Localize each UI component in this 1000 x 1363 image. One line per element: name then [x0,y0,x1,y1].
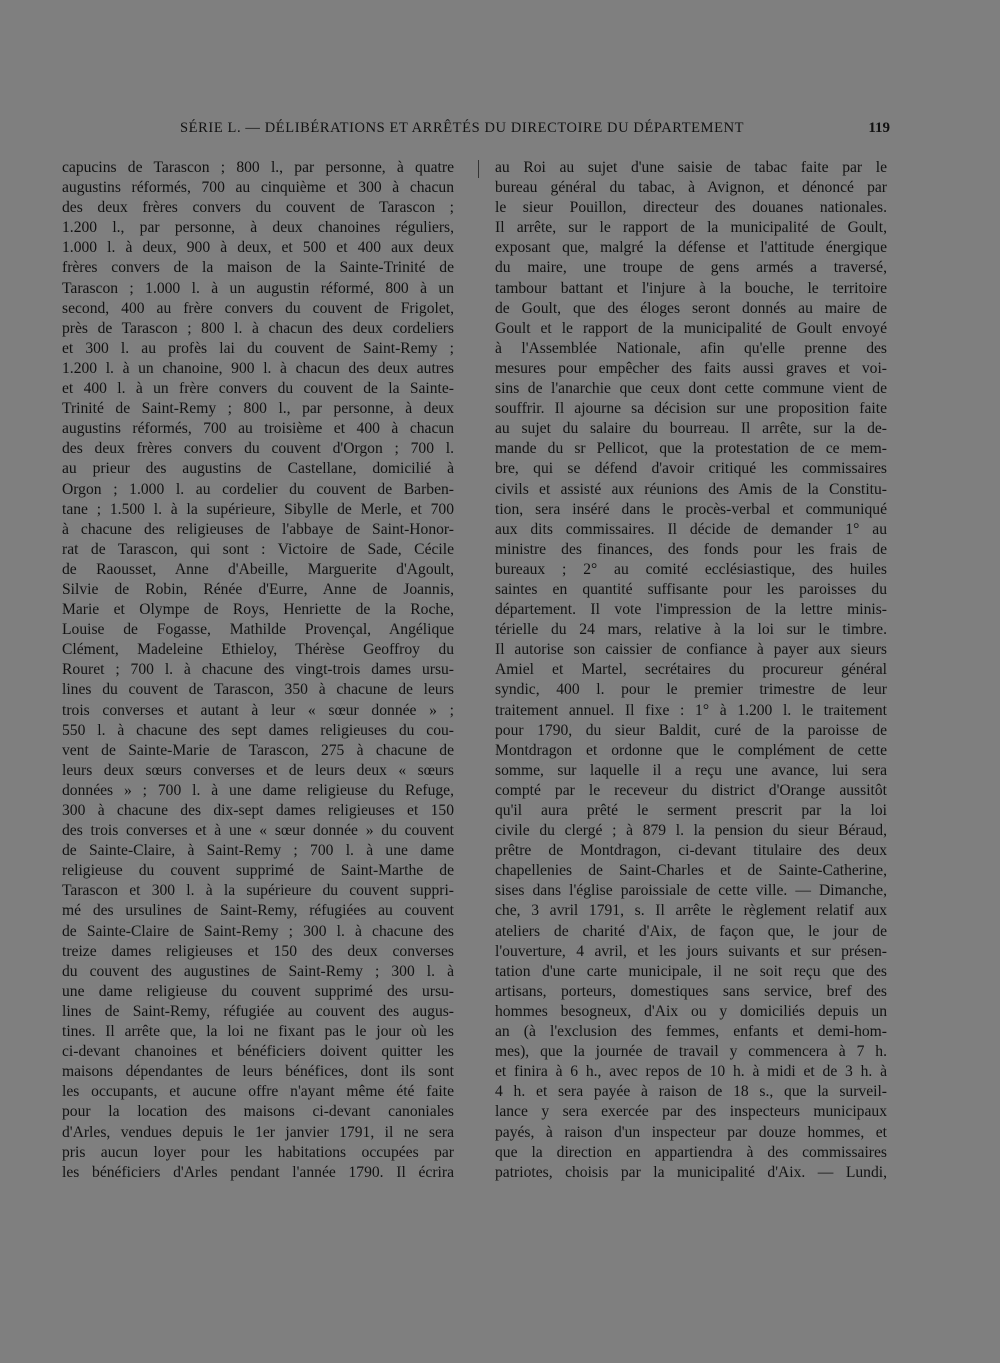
right-column-line: hommes besogneux, d'Aix ou y domiciliés depuis un [495,1002,887,1020]
left-column-line: 1.200 l., par personne, à deux chanoines réguliers, [62,219,454,237]
left-column-line: et 400 l. à un frère convers du couvent de la Sainte- [62,380,454,398]
right-column-line: bureau général du tabac, à Avignon, et dénoncé par [495,179,887,197]
right-column-line: saintes en quantité suffisante pour les paroisses du [495,580,887,598]
left-column-line: de Sainte-Claire, à Saint-Remy ; 700 l. à une dame [62,842,454,860]
left-column-line: Trinité de Saint-Remy ; 800 l., par personne, à deux [62,400,454,418]
right-column-line: exposant que, malgré la défense et l'attitude énergique [495,239,887,257]
right-column-line: à l'Assemblée Nationale, afin qu'elle prenne des [495,339,887,357]
left-column-line: des deux frères convers du couvent de Tarascon ; [62,199,454,217]
right-column-line: au sujet du salaire du bourreau. Il arrête, sur la de- [495,420,887,438]
right-column-line: mes), que la journée de travail y commencera à 7 h. [495,1043,887,1061]
left-column-line: religieuse du couvent supprimé de Saint-Marthe de [62,862,454,880]
right-column-line: Amiel et Martel, secrétaires du procureur général [495,661,887,679]
left-column-line: du couvent des augustines de Saint-Remy ; 300 l. à [62,962,454,980]
right-column-line: tation d'une carte municipale, il ne soit reçu que des [495,962,887,980]
right-column-line: pour 1790, du sieur Baldit, curé de la paroisse de [495,721,887,739]
left-column-line: pris aucun loyer pour les habitations occupées par [62,1143,454,1161]
right-column-line: che, 3 avril 1791, s. Il arrête le règlement relatif aux [495,902,887,920]
left-column-line: frères convers de la maison de la Sainte-Trinité de [62,259,454,277]
right-column-line: au Roi au sujet d'une saisie de tabac faite par le [495,159,887,176]
right-column-line: Il autorise son caissier de confiance à payer aux sieurs [495,641,887,659]
left-column-line: lines du couvent de Tarascon, 350 à chacune de leurs [62,681,454,699]
left-column-line: d'Arles, vendues depuis le 1er janvier 1791, il ne sera [62,1123,454,1141]
right-column-line: syndic, 400 l. pour le premier trimestre de leur [495,681,887,699]
right-column-line: tambour battant et l'injure à la bouche, le territoire [495,279,887,297]
left-column-line: près de Tarascon ; 800 l. à chacun des deux cordeliers [62,319,454,337]
right-column-line: bureaux ; 2° au comité ecclésiastique, des huiles [495,560,887,578]
left-column-line: vent de Sainte-Marie de Tarascon, 275 à chacune de [62,741,454,759]
left-column-line: des deux frères convers du couvent d'Orgon ; 700 l. [62,440,454,458]
left-column-line: 550 l. à chacune des sept dames religieuses du cou- [62,721,454,739]
left-column-line: et 300 l. au profès lai du couvent de Saint-Remy ; [62,339,454,357]
right-column-line: patriotes, choisis par la municipalité d'Aix. — Lundi, [495,1163,887,1181]
right-column-line: sins de l'anarchie que ceux dont cette commune vient de [495,380,887,398]
left-column-line: Rouret ; 700 l. à chacune des vingt-trois dames ursu- [62,661,454,679]
left-column-line: données » ; 700 l. à une dame religieuse du Refuge, [62,781,454,799]
left-column-line: tines. Il arrête que, la loi ne fixant pas le jour où les [62,1023,454,1041]
right-column [495,158,887,1183]
left-column-line: à chacune des religieuses de l'abbaye de Saint-Honor- [62,520,454,538]
page-number: 119 [868,120,890,136]
left-column-line: mé des ursulines de Saint-Remy, réfugiées au couvent [62,902,454,920]
left-column-line: augustins réformés, 700 au troisième et 400 à chacun [62,420,454,438]
right-column-line: térielle du 24 mars, relative à la loi sur le timbre. [495,621,887,639]
right-column-line: somme, sur laquelle il a reçu une avance, lui sera [495,761,887,779]
right-column-line: chapellenies de Saint-Charles et de Sainte-Catherine, [495,862,887,880]
right-column-line: Il arrête, sur le rapport de la municipalité de Goult, [495,219,887,237]
left-column-line: Orgon ; 1.000 l. au cordelier du couvent de Barben- [62,480,454,498]
right-column-line: aux dits commissaires. Il décide de demander 1° au [495,520,887,538]
right-column-line: Montdragon et ordonne que le complément de cette [495,741,887,759]
right-column-line: souffrir. Il ajourne sa décision sur une proposition faite [495,400,887,418]
right-column-line: le sieur Pouillon, directeur des douanes nationales. [495,199,887,217]
right-column-line: lance y sera exercée par des inspecteurs municipaux [495,1103,887,1121]
right-column-line: tion, sera inséré dans le procès-verbal et communiqué [495,500,887,518]
left-column-line: pour la location des maisons ci-devant canoniales [62,1103,454,1121]
left-column-line: leurs deux sœurs converses et de leurs deux « sœurs [62,761,454,779]
right-column-line: que la direction en appartiendra à des commissaires [495,1143,887,1161]
right-column-line: an (à l'exclusion des femmes, enfants et demi-hom- [495,1023,887,1041]
right-column-line: l'ouverture, 4 avril, et les jours suivants et sur présen- [495,942,887,960]
left-column-line: maisons dépendantes de leurs bénéfices, dont ils sont [62,1063,454,1081]
right-column-line: de Goult, que des éloges seront donnés au maire de [495,299,887,317]
right-column-line: mande du sr Pellicot, que la protestation de ce mem- [495,440,887,458]
left-column-line: ci-devant chanoines et bénéficiers doivent quitter les [62,1043,454,1061]
right-column-line: civils et assisté aux réunions des Amis de la Constitu- [495,480,887,498]
right-column-line: ateliers de charité d'Aix, de façon que, le jour de [495,922,887,940]
left-column-line: tane ; 1.500 l. à la supérieure, Sibylle de Merle, et 700 [62,500,454,518]
left-column-line: une dame religieuse du couvent supprimé des ursu- [62,982,454,1000]
right-column-line: qu'il aura prêté le serment prescrit par la loi [495,802,887,819]
running-title: SÉRIE L. — DÉLIBÉRATIONS ET ARRÊTÉS DU DIRECTOIRE DU DÉPARTEMENT [180,120,745,136]
page-header [120,120,890,144]
left-column-line: 300 à chacune des dix-sept dames religieuses et 150 [62,802,454,819]
left-column-line: des trois converses et à une « sœur donnée » du couvent [62,822,454,840]
left-column-line: trois converses et autant à leur « sœur donnée » ; [62,701,454,719]
left-column-line: Silvie de Robin, Rénée d'Eurre, Anne de Joannis, [62,580,454,598]
left-column-line: Clément, Madeleine Ethieloy, Thérèse Geoffroy du [62,641,454,659]
left-column-line: de Sainte-Claire de Saint-Remy ; 300 l. à chacune des [62,922,454,940]
left-column [62,158,454,1183]
left-column-line: de Raousset, Anne d'Abeille, Marguerite d'Agoult, [62,560,454,578]
right-column-line: mesures pour empêcher des faits aussi graves et voi- [495,359,887,377]
right-column-line: artisans, porteurs, domestiques sans service, bref des [495,982,887,1000]
right-column-line: traitement annuel. Il fixe : 1° à 1.200 l. le traitement [495,701,887,719]
left-column-line: capucins de Tarascon ; 800 l., par personne, à quatre [62,159,454,176]
right-column-line: et finira à 6 h., avec repos de 10 h. à midi et de 3 h. à [495,1063,887,1081]
left-column-line: lines de Saint-Remy, réfugiée au couvent des augus- [62,1002,454,1020]
left-column-line: les occupants, et aucune offre n'ayant même été faite [62,1083,454,1101]
right-column-line: bre, qui se défend d'avoir critiqué les commissaires [495,460,887,478]
right-column-line: 4 h. et sera payée à raison de 18 s., que la surveil- [495,1083,887,1101]
left-column-line: Louise de Fogasse, Mathilde Provençal, Angélique [62,621,454,639]
left-column-line: au prieur des augustins de Castellane, domicilié à [62,460,454,478]
left-column-line: augustins réformés, 700 au cinquième et 300 à chacun [62,179,454,197]
left-column-line: les bénéficiers d'Arles pendant l'année 1790. Il écrira [62,1163,454,1181]
left-column-line: 1.000 l. à deux, 900 à deux, et 500 et 400 aux deux [62,239,454,257]
right-column-line: du maire, une troupe de gens armés a traversé, [495,259,887,277]
left-column-line: treize dames religieuses et 150 des deux converses [62,942,454,960]
right-column-line: payés, à raison d'un inspecteur par douze hommes, et [495,1123,887,1141]
right-column-line: ministre des finances, des fonds pour les frais de [495,540,887,558]
left-column-line: Marie et Olympe de Roys, Henriette de la Roche, [62,601,454,619]
right-column-line: sises dans l'église paroissiale de cette ville. — Dimanche, [495,882,887,900]
column-rule [478,160,479,178]
right-column-line: prêtre de Montdragon, ci-devant titulaire des deux [495,842,887,860]
left-column-line: rat de Tarascon, qui sont : Victoire de Sade, Cécile [62,540,454,558]
left-column-line: Tarascon ; 1.000 l. à un augustin réformé, 800 à un [62,279,454,297]
right-column-line: civile du clergé ; à 879 l. la pension du sieur Béraud, [495,822,887,840]
left-column-line: Tarascon et 300 l. à la supérieure du couvent suppri- [62,882,454,900]
right-column-line: compté par le receveur du district d'Orange aussitôt [495,781,887,799]
left-column-line: second, 400 au frère convers du couvent de Frigolet, [62,299,454,317]
right-column-line: Goult et le rapport de la municipalité de Goult envoyé [495,319,887,337]
left-column-line: 1.200 l. à un chanoine, 900 l. à chacun des deux autres [62,359,454,377]
right-column-line: département. Il vote l'impression de la lettre minis- [495,601,887,619]
